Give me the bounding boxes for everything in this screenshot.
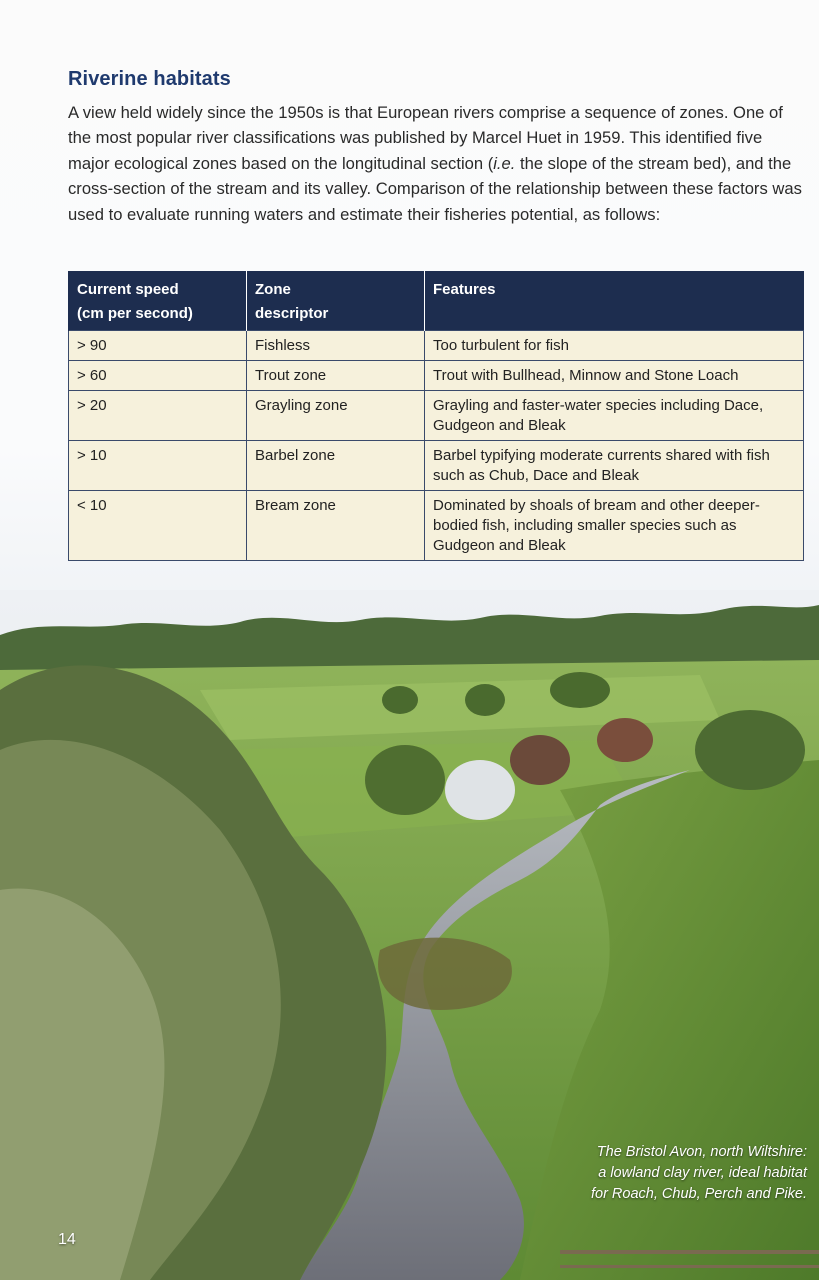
cell-speed: > 20 [69,391,247,441]
table-header-row [69,271,804,331]
table-row [69,441,804,491]
intro-paragraph [68,100,803,227]
header-zone-line1: Zone [255,281,291,298]
header-current-speed [69,271,247,331]
cell-speed: > 90 [69,331,247,361]
intro-text-start: A view held widely since the 1950s is that European rivers comprise a sequence of zones. One of the most popular river classifications was published by Marcel Huet in 1959. This identified five major ecological zones based on the longitudinal section ( [68,103,783,173]
cell-features: Barbel typifying moderate currents shared with fish such as Chub, Dace and Bleak [425,441,804,491]
river-zones-table [68,271,804,561]
cell-speed: < 10 [69,491,247,561]
cell-zone: Barbel zone [247,441,425,491]
table-row [69,361,804,391]
cell-features: Grayling and faster-water species including Dace, Gudgeon and Bleak [425,391,804,441]
table-row [69,491,804,561]
header-features: Features [425,271,804,331]
page-number: 14 [58,1231,76,1248]
cell-zone: Fishless [247,331,425,361]
cell-zone: Bream zone [247,491,425,561]
cell-speed: > 10 [69,441,247,491]
cell-speed: > 60 [69,361,247,391]
cell-features: Dominated by shoals of bream and other deeper-bodied fish, including smaller species such as Gudgeon and Bleak [425,491,804,561]
cell-features: Too turbulent for fish [425,331,804,361]
table-row [69,331,804,361]
caption-line: The Bristol Avon, north Wiltshire: [596,1144,807,1160]
header-speed-line2: (cm per second) [77,305,193,322]
table-row [69,391,804,441]
cell-zone: Trout zone [247,361,425,391]
header-zone-line2: descriptor [255,305,329,322]
header-zone-descriptor [247,271,425,331]
cell-zone: Grayling zone [247,391,425,441]
caption-line: a lowland clay river, ideal habitat [598,1165,807,1181]
header-speed-line1: Current speed [77,281,179,298]
caption-line: for Roach, Chub, Perch and Pike. [590,1186,807,1202]
section-title: Riverine habitats [68,68,231,90]
photo-caption [547,1142,807,1205]
intro-text-end: the slope of the stream bed), and the cross-section of the stream and its valley. Comparison of the relationship between these factors was used to evaluate running waters and estimate their fisheries potential, as follows: [68,153,802,224]
intro-emphasis: i.e. [493,153,516,173]
cell-features: Trout with Bullhead, Minnow and Stone Loach [425,361,804,391]
